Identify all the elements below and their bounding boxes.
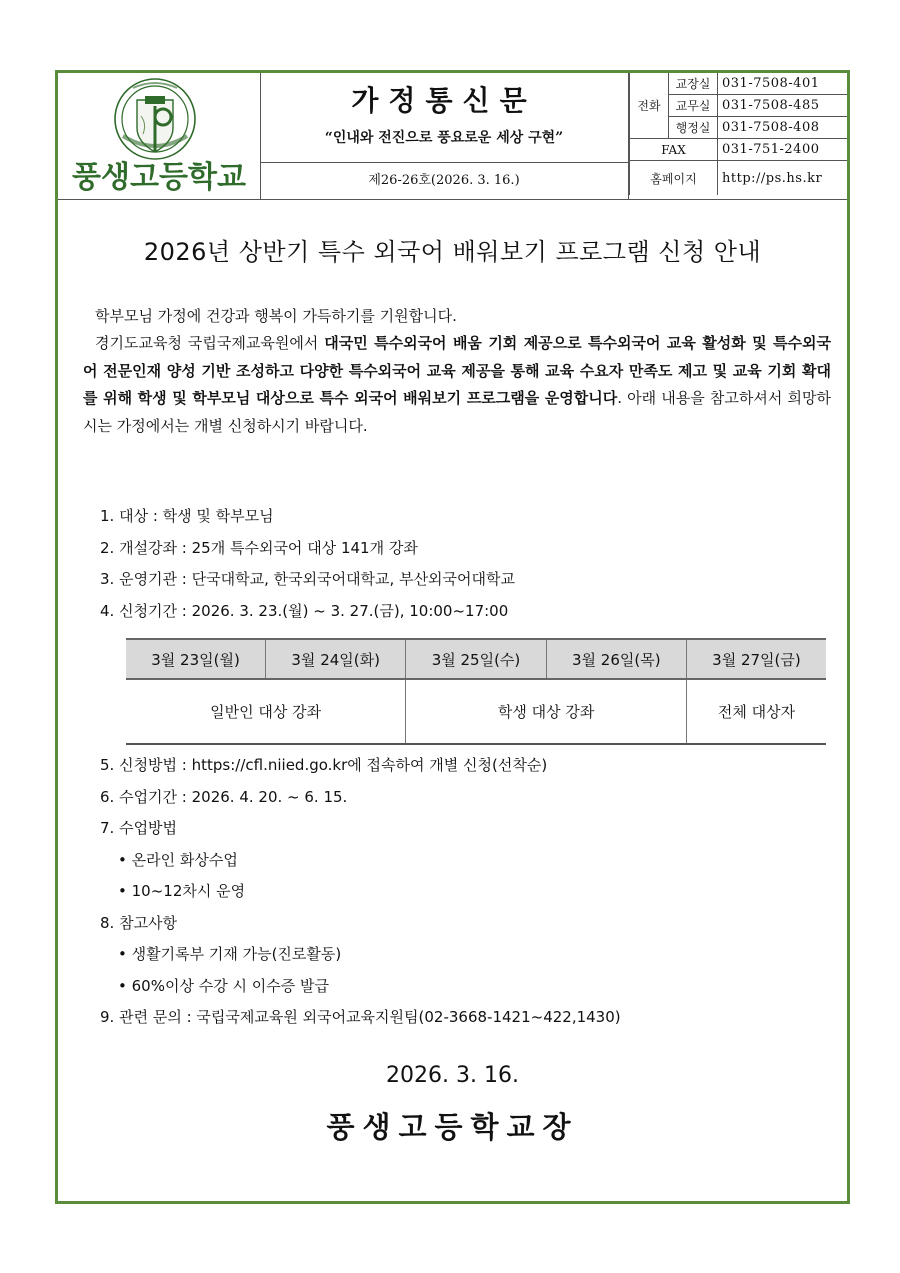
list-item: 7. 수업방법 xyxy=(100,819,178,837)
contact-info xyxy=(629,73,847,199)
document-title: 2026년 상반기 특수 외국어 배워보기 프로그램 신청 안내 xyxy=(143,238,762,266)
list-item: 9. 관련 문의 : 국립국제교육원 외국어교육지원팀(02-3668-1421~422,1430) xyxy=(100,1008,621,1026)
intro-suffix: . 아래 내용을 참고하셔서 희망하시는 가정에서는 개별 신청하시기 바랍니다. xyxy=(83,389,831,435)
schedule-date: 3월 24일(화) xyxy=(266,639,406,679)
office-label: 교장실 xyxy=(669,73,718,95)
school-motto: “인내와 전진으로 풍요로운 세상 구현” xyxy=(324,130,564,146)
info-list-2 xyxy=(100,750,820,1034)
list-item: 6. 수업기간 : 2026. 4. 20. ~ 6. 15. xyxy=(100,787,348,806)
logo-cell xyxy=(58,73,261,199)
newsletter-frame xyxy=(55,70,850,1204)
intro-bold: 대국민 특수외국어 배움 기회 제공으로 특수외국어 교육 활성화 및 특수외국어 전문인재 양성 기반 조성하고 다양한 특수외국어 교육 제공을 통해 교육 수요자 만족도 제고 및 교육 기회 확대를 위해 학생 및 학부모님 대상으로 특수 외국어 배워보기 프로그램을 운영합니다 xyxy=(83,334,831,407)
list-item: 3. 운영기관 : 단국대학교, 한국외국어대학교, 부산외국어대학교 xyxy=(100,570,515,588)
list-item: 1. 대상 : 학생 및 학부모님 xyxy=(100,507,274,525)
intro-paragraph xyxy=(83,330,831,440)
homepage-link[interactable]: http://ps.hs.kr xyxy=(718,161,848,196)
phone-number: 031-7508-408 xyxy=(718,117,848,139)
list-subitem: • 10~12차시 운영 xyxy=(118,882,246,900)
schedule-group: 전체 대상자 xyxy=(686,679,826,744)
homepage-label: 홈페이지 xyxy=(630,161,718,196)
list-subitem: • 60%이상 수강 시 이수증 발급 xyxy=(118,976,329,995)
list-item: 8. 참고사항 xyxy=(100,913,178,932)
schedule-date: 3월 23일(월) xyxy=(126,639,266,679)
issue-number: 제26-26호(2026. 3. 16.) xyxy=(260,162,629,199)
signer: 풍생고등학교장 xyxy=(326,1110,579,1144)
schedule-table xyxy=(126,638,826,745)
list-item: 4. 신청기간 : 2026. 3. 23.(월) ~ 3. 27.(금), 10:00~17:00 xyxy=(100,601,509,620)
phone-number: 031-7508-401 xyxy=(718,73,848,95)
newsletter-title: 가정통신문 xyxy=(351,84,537,117)
schedule-date: 3월 27일(금) xyxy=(686,639,826,679)
phone-label: 전화 xyxy=(630,73,669,139)
fax-label: FAX xyxy=(630,139,718,161)
schedule-date: 3월 26일(목) xyxy=(546,639,686,679)
info-list xyxy=(100,501,820,627)
office-label: 교무실 xyxy=(669,95,718,117)
schedule-group: 일반인 대상 강좌 xyxy=(126,679,406,744)
school-emblem-icon xyxy=(103,76,207,162)
title-cell xyxy=(260,73,629,163)
newsletter-header xyxy=(58,73,847,200)
school-name: 풍생고등학교 xyxy=(72,160,246,195)
list-subitem: • 생활기록부 기재 가능(진로활동) xyxy=(118,945,342,963)
office-label: 행정실 xyxy=(669,117,718,139)
phone-number: 031-7508-485 xyxy=(718,95,848,117)
intro-prefix: 경기도교육청 국립국제교육원에서 xyxy=(95,334,325,352)
schedule-date: 3월 25일(수) xyxy=(406,639,546,679)
list-item: 2. 개설강좌 : 25개 특수외국어 대상 141개 강좌 xyxy=(100,538,418,557)
fax-number: 031-751-2400 xyxy=(718,139,848,161)
greeting-paragraph: 학부모님 가정에 건강과 행복이 가득하기를 기원합니다. xyxy=(95,307,457,325)
schedule-group: 학생 대상 강좌 xyxy=(406,679,687,744)
list-item: 5. 신청방법 : https://cfl.niied.go.kr에 접속하여 개별 신청(선착순) xyxy=(100,756,548,774)
sign-date: 2026. 3. 16. xyxy=(386,1063,519,1088)
list-subitem: • 온라인 화상수업 xyxy=(118,850,238,869)
